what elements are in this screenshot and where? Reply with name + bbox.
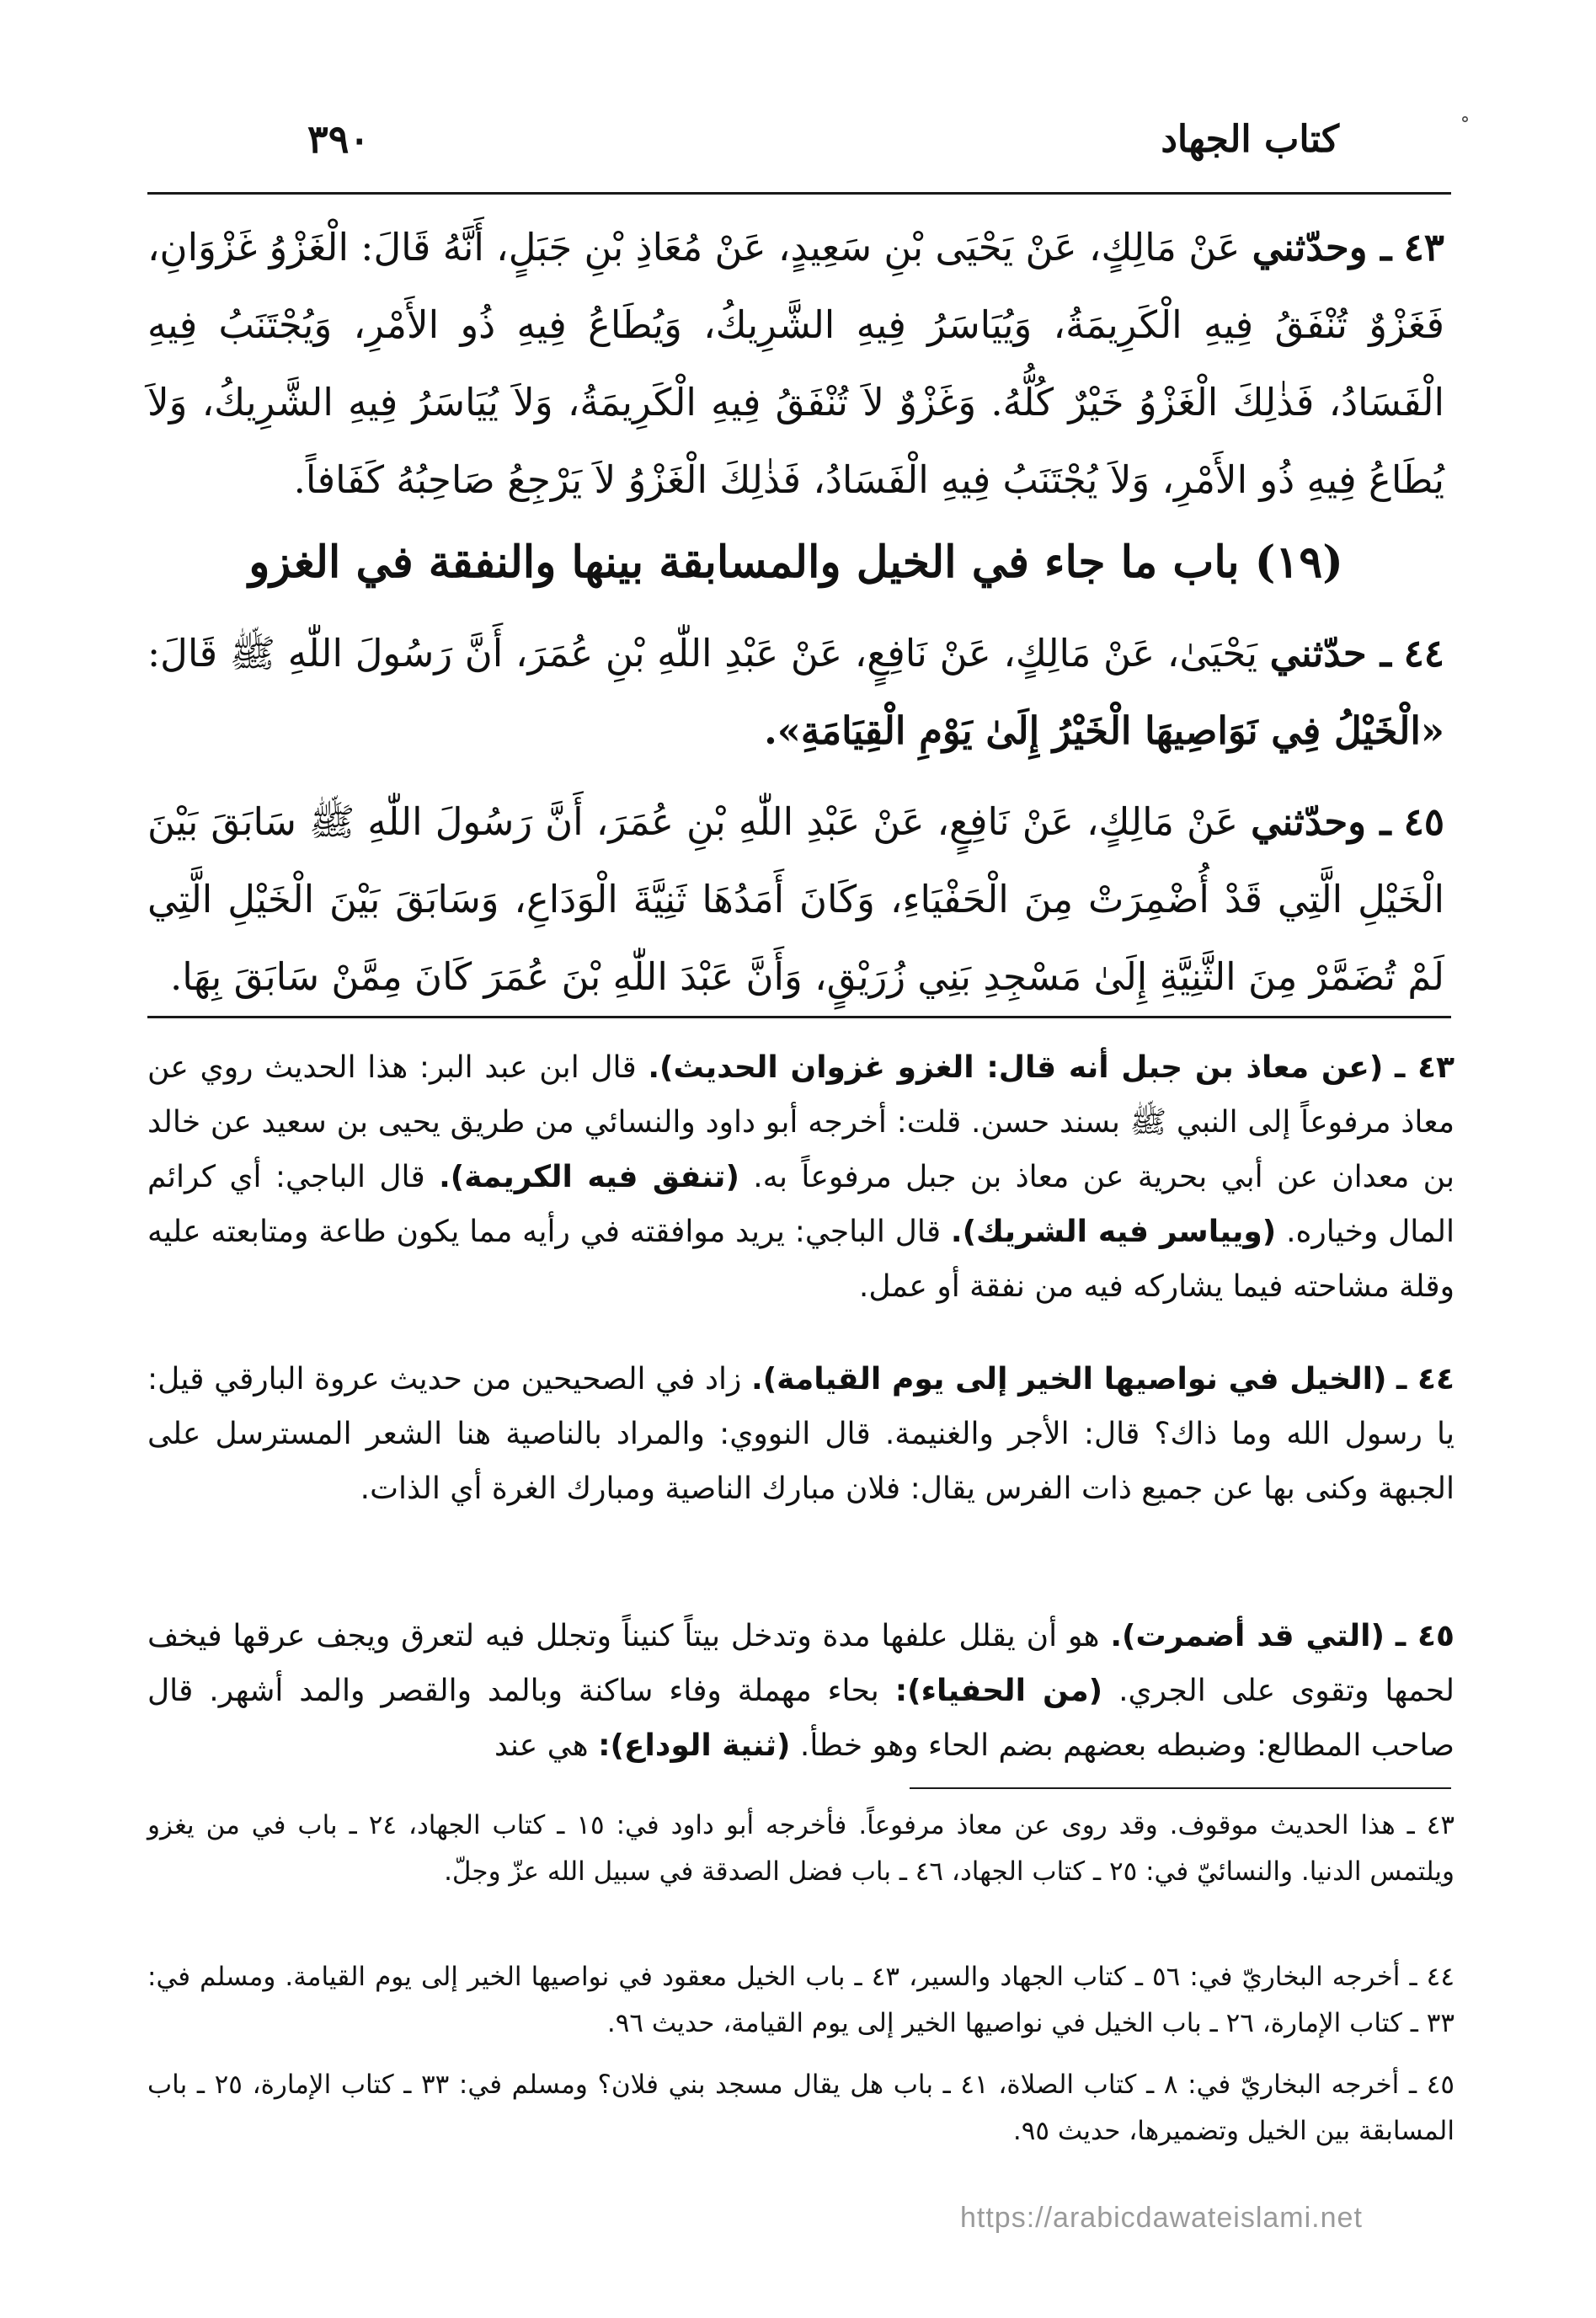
chapter-heading: (١٩) باب ما جاء في الخيل والمسابقة بينها والنفقة في الغزو xyxy=(248,537,1343,588)
commentary-43: ٤٣ ـ (عن معاذ بن جبل أنه قال: الغزو غزوان الحديث). قال ابن عبد البر: هذا الحديث روي عن معاذ مرفوعاً إلى النبي ﷺ بسند حسن. قلت: أخرجه أبو داود والنسائي من طريق يحيى بن سعيد عن خالد بن معدان عن أبي بحرية عن معاذ بن جبل مرفوعاً به. (تنفق فيه الكريمة). قال الباجي: أي كرائم المال وخياره. (ويياسر فيه الشريك). قال الباجي: يريد موافقته في رأيه مما يكون طاعة ومتابعته عليه وقلة مشاحته فيما يشاركه فيه من نفقة أو عمل. xyxy=(147,1050,1455,1304)
hadith-text: عَنْ مَالِكٍ، عَنْ نَافِعٍ، عَنْ عَبْدِ اللّٰهِ بْنِ عُمَرَ، أَنَّ رَسُولَ اللّٰهِ ﷺ سَابَقَ بَيْنَ الْخَيْلِ الَّتِي قَدْ أُضْمِرَتْ مِنَ الْحَفْيَاءِ، وَكَانَ أَمَدُهَا ثَنِيَّةَ الْوَدَاعِ، وَسَابَقَ بَيْنَ الْخَيْلِ الَّتِي لَمْ تُضَمَّرْ مِنَ الثَّنِيَّةِ إِلَىٰ مَسْجِدِ بَنِي زُرَيْقٍ، وَأَنَّ عَبْدَ اللّٰهِ بْنَ عُمَرَ كَانَ مِمَّنْ سَابَقَ بِهَا. xyxy=(147,799,1444,999)
hadith-44: ٤٤ ـ حدّثني يَحْيَىٰ، عَنْ مَالِكٍ، عَنْ نَافِعٍ، عَنْ عَبْدِ اللّٰهِ بْنِ عُمَرَ، أَنَّ رَسُولَ اللّٰهِ ﷺ قَالَ: «الْخَيْلُ فِي نَوَاصِيهَا الْخَيْرُ إِلَىٰ يَوْمِ الْقِيَامَةِ». xyxy=(147,631,1444,753)
commentary-rule xyxy=(147,1016,1451,1018)
hadith-quote: «الْخَيْلُ فِي نَوَاصِيهَا الْخَيْرُ إِلَىٰ يَوْمِ الْقِيَامَةِ». xyxy=(764,708,1444,753)
hadith-text: عَنْ مَالِكٍ، عَنْ يَحْيَى بْنِ سَعِيدٍ، عَنْ مُعَاذِ بْنِ جَبَلٍ، أَنَّهُ قَالَ: الْغَزْوُ غَزْوَانِ، فَغَزْوٌ تُنْفَقُ فِيهِ الْكَرِيمَةُ، وَيُيَاسَرُ فِيهِ الشَّرِيكُ، وَيُطَاعُ فِيهِ ذُو الأَمْرِ، وَيُجْتَنَبُ فِيهِ الْفَسَادُ، فَذٰلِكَ الْغَزْوُ خَيْرٌ كُلُّهُ. وَغَزْوٌ لاَ تُنْفَقُ فِيهِ الْكَرِيمَةُ، وَلاَ يُيَاسَرُ فِيهِ الشَّرِيكُ، وَلاَ يُطَاعُ فِيهِ ذُو الأَمْرِ، وَلاَ يُجْتَنَبُ فِيهِ الْفَسَادُ، فَذٰلِكَ الْغَزْوُ لاَ يَرْجِعُ صَاحِبُهُ كَفَافاً. xyxy=(147,225,1444,502)
watermark-url: https://arabicdawateislami.net xyxy=(960,2202,1363,2234)
hadith-43: ٤٣ ـ وحدّثني عَنْ مَالِكٍ، عَنْ يَحْيَى بْنِ سَعِيدٍ، عَنْ مُعَاذِ بْنِ جَبَلٍ، أَنَّهُ قَالَ: الْغَزْوُ غَزْوَانِ، فَغَزْوٌ تُنْفَقُ فِيهِ الْكَرِيمَةُ، وَيُيَاسَرُ فِيهِ الشَّرِيكُ، وَيُطَاعُ فِيهِ ذُو الأَمْرِ، وَيُجْتَنَبُ فِيهِ الْفَسَادُ، فَذٰلِكَ الْغَزْوُ خَيْرٌ كُلُّهُ. وَغَزْوٌ لاَ تُنْفَقُ فِيهِ الْكَرِيمَةُ، وَلاَ يُيَاسَرُ فِيهِ الشَّرِيكُ، وَلاَ يُطَاعُ فِيهِ ذُو الأَمْرِ، وَلاَ يُجْتَنَبُ فِيهِ الْفَسَادُ، فَذٰلِكَ الْغَزْوُ لاَ يَرْجِعُ صَاحِبُهُ كَفَافاً. xyxy=(147,225,1444,502)
commentary-45: ٤٥ ـ (التي قد أضمرت). هو أن يقلل علفها مدة وتدخل بيتاً كنيناً وتجلل فيه لتعرق ويجف عرقها فيخف لحمها وتقوى على الجري. (من الحفياء): بحاء مهملة وفاء ساكنة وبالمد والقصر والمد أشهر. قال صاحب المطالع: وضبطه بعضهم بضم الحاء وهو خطأ. (ثنية الوداع): هي عند xyxy=(147,1619,1455,1763)
header-rule xyxy=(147,192,1451,195)
page-number: ٣٩٠ xyxy=(307,116,371,162)
footnote-44: ٤٤ ـ أخرجه البخاريّ في: ٥٦ ـ كتاب الجهاد والسير، ٤٣ ـ باب الخيل معقود في نواصيها الخير إلى يوم القيامة. ومسلم في: ٣٣ ـ كتاب الإمارة، ٢٦ ـ باب الخيل في نواصيها الخير إلى يوم القيامة، حديث ٩٦. xyxy=(147,1962,1455,2038)
hadith-number: ٤٣ xyxy=(1403,225,1444,270)
book-title: كتاب الجهاد xyxy=(1161,118,1339,161)
hadith-45: ٤٥ ـ وحدّثني عَنْ مَالِكٍ، عَنْ نَافِعٍ، عَنْ عَبْدِ اللّٰهِ بْنِ عُمَرَ، أَنَّ رَسُولَ اللّٰهِ ﷺ سَابَقَ بَيْنَ الْخَيْلِ الَّتِي قَدْ أُضْمِرَتْ مِنَ الْحَفْيَاءِ، وَكَانَ أَمَدُهَا ثَنِيَّةَ الْوَدَاعِ، وَسَابَقَ بَيْنَ الْخَيْلِ الَّتِي لَمْ تُضَمَّرْ مِنَ الثَّنِيَّةِ إِلَىٰ مَسْجِدِ بَنِي زُرَيْقٍ، وَأَنَّ عَبْدَ اللّٰهِ بْنَ عُمَرَ كَانَ مِمَّنْ سَابَقَ بِهَا. xyxy=(147,799,1444,999)
hadith-text: يَحْيَىٰ، عَنْ مَالِكٍ، عَنْ نَافِعٍ، عَنْ عَبْدِ اللّٰهِ بْنِ عُمَرَ، أَنَّ رَسُولَ اللّٰهِ ﷺ قَالَ: xyxy=(147,631,1257,676)
hadith-number: ٤٤ xyxy=(1403,631,1444,676)
corner-mark: ˚ xyxy=(1460,116,1471,142)
hadith-lead: وحدّثني xyxy=(1252,225,1368,270)
commentary-number: ٤٤ ـ xyxy=(1396,1362,1455,1397)
footnote-43: ٤٣ ـ هذا الحديث موقوف. وقد روى عن معاذ مرفوعاً. فأخرجه أبو داود في: ١٥ ـ كتاب الجهاد، ٢٤ ـ باب في من يغزو ويلتمس الدنيا. والنسائيّ في: ٢٥ ـ كتاب الجهاد، ٤٦ ـ باب فضل الصدقة في سبيل الله عزّ وجلّ. xyxy=(147,1810,1455,1887)
footnote-45: ٤٥ ـ أخرجه البخاريّ في: ٨ ـ كتاب الصلاة، ٤١ ـ باب هل يقال مسجد بني فلان؟ ومسلم في: ٣٣ ـ كتاب الإمارة، ٢٥ ـ باب المسابقة بين الخيل وتضميرها، حديث ٩٥. xyxy=(147,2070,1455,2146)
commentary-number: ٤٥ ـ xyxy=(1395,1619,1455,1653)
hadith-lead: حدّثني xyxy=(1269,631,1367,676)
hadith-number: ٤٥ xyxy=(1403,799,1444,844)
commentary-44: ٤٤ ـ (الخيل في نواصيها الخير إلى يوم القيامة). زاد في الصحيحين من حديث عروة البارقي قيل: يا رسول الله وما ذاك؟ قال: الأجر والغنيمة. قال النووي: والمراد بالناصية هنا الشعر المسترسل على الجبهة وكنى بها عن جميع ذات الفرس يقال: فلان مبارك الناصية ومبارك الغرة أي الذات. xyxy=(147,1362,1455,1506)
commentary-number: ٤٣ ـ xyxy=(1395,1050,1455,1085)
hadith-lead: وحدّثني xyxy=(1251,799,1366,844)
footnote-rule xyxy=(910,1787,1451,1789)
